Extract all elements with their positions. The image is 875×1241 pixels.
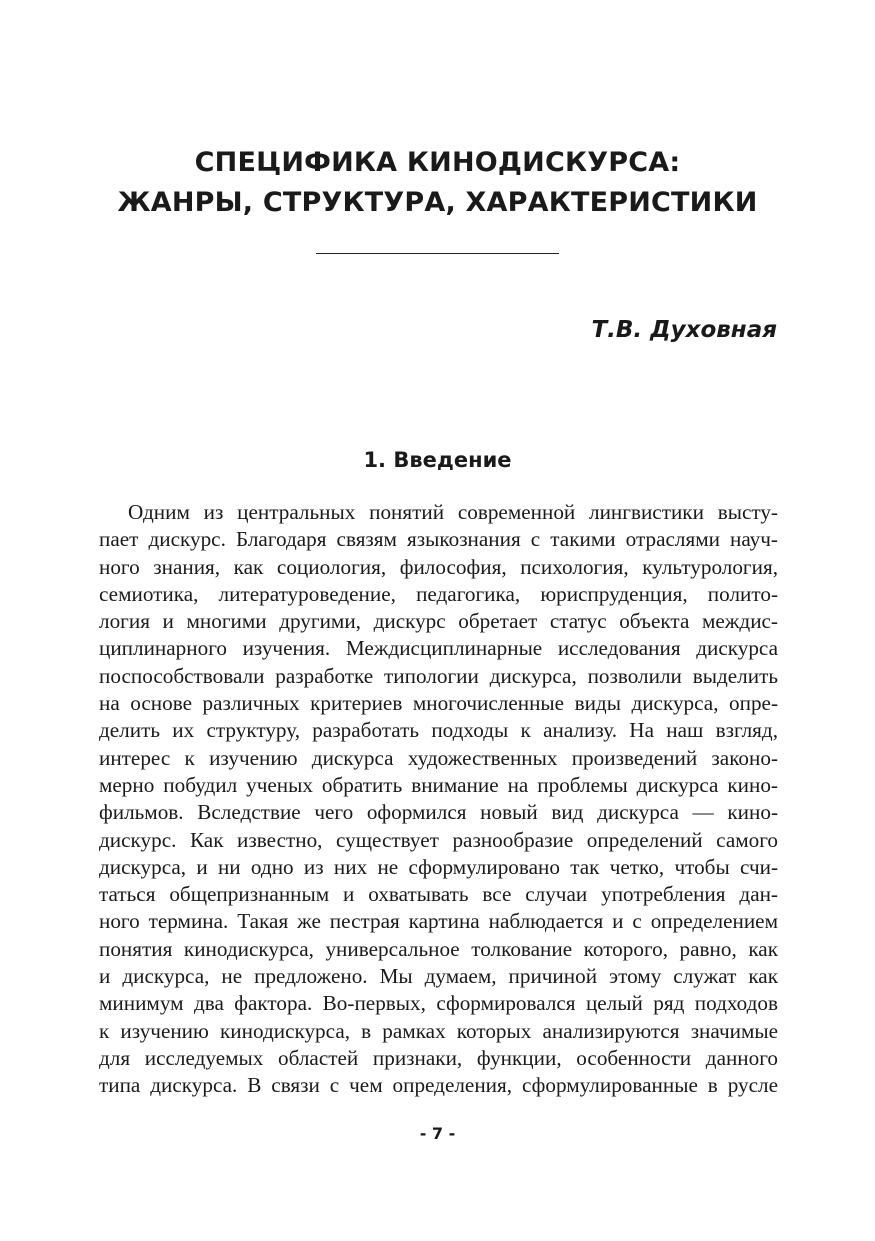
paragraph-line: ного знания, как социология, философия, психология, культурология, <box>99 554 778 579</box>
article-title <box>0 143 875 223</box>
article-title-line-2: ЖАНРЫ, СТРУКТУРА, ХАРАКТЕРИСТИКИ <box>117 187 758 218</box>
paragraph-line: к изучению кинодискурса, в рамках которых анализируются значимые <box>99 1018 778 1043</box>
article-title-line-1: СПЕЦИФИКА КИНОДИСКУРСА: <box>194 147 681 178</box>
section-heading: 1. Введение <box>363 448 512 472</box>
paragraph-line: логия и многими другими, дискурс обретает статус объекта междис- <box>99 609 778 634</box>
paragraph-line: фильмов. Вследствие чего оформился новый вид дискурса — кино- <box>99 800 778 825</box>
paragraph-line: Одним из центральных понятий современной лингвистики высту- <box>128 500 778 524</box>
paragraph-line: минимум два фактора. Во-первых, сформировался целый ряд подходов <box>99 991 778 1016</box>
paragraph-line: циплинарного изучения. Междисциплинарные исследования дискурса <box>99 636 778 661</box>
author-name: Т.В. Духовная <box>591 317 777 343</box>
paragraph-line: семиотика, литературоведение, педагогика, юриспруденция, полито- <box>99 581 778 606</box>
paragraph-line: дискурс. Как известно, существует разнообразие определений самого <box>99 827 778 852</box>
title-divider <box>316 253 559 254</box>
paragraph-line: ного термина. Такая же пестрая картина наблюдается и с определением <box>99 909 778 934</box>
paragraph-line: интерес к изучению дискурса художественных произведений законо- <box>99 745 778 770</box>
page-number: - 7 - <box>419 1124 456 1143</box>
paragraph-line: поспособствовали разработке типологии дискурса, позволили выделить <box>99 663 778 688</box>
body-paragraph <box>99 499 778 1100</box>
paragraph-line: типа дискурса. В связи с чем определения, сформулированные в русле <box>99 1073 778 1098</box>
paragraph-line: таться общепризнанным и охватывать все случаи употребления дан- <box>99 882 778 907</box>
paragraph-line: для исследуемых областей признаки, функции, особенности данного <box>99 1045 778 1070</box>
paragraph-line: пает дискурс. Благодаря связям языкознания с такими отраслями науч- <box>99 527 778 552</box>
paragraph-line: дискурса, и ни одно из них не сформулировано так четко, чтобы счи- <box>99 854 778 879</box>
paragraph-line: понятия кинодискурса, универсальное толкование которого, равно, как <box>99 936 778 961</box>
paragraph-line: и дискурса, не предложено. Мы думаем, причиной этому служат как <box>99 964 778 989</box>
paragraph-line: мерно побудил ученых обратить внимание на проблемы дискурса кино- <box>99 772 778 797</box>
paragraph-line: на основе различных критериев многочисленные виды дискурса, опре- <box>99 691 778 716</box>
paragraph-line: делить их структуру, разработать подходы к анализу. На наш взгляд, <box>99 718 778 743</box>
